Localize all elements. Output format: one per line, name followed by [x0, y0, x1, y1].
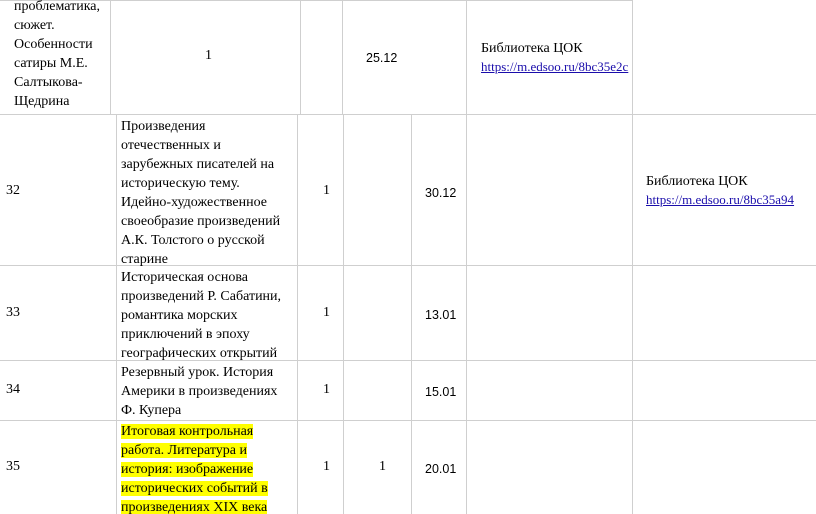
- lesson-hours: 1: [205, 48, 212, 63]
- resource-cell: [646, 173, 794, 210]
- column-border: [466, 114, 467, 514]
- lesson-hours: 1: [323, 459, 330, 474]
- lesson-number: 34: [6, 382, 20, 397]
- resource-label: Библиотека ЦОК: [481, 41, 583, 56]
- lesson-date: 20.01: [425, 462, 457, 476]
- lesson-date: 13.01: [425, 308, 457, 322]
- resource-label: Библиотека ЦОК: [646, 174, 748, 189]
- lesson-date: 30.12: [425, 186, 457, 200]
- column-border: [110, 0, 111, 114]
- lesson-date: 15.01: [425, 385, 457, 399]
- column-border: [632, 0, 633, 114]
- resource-link[interactable]: https://m.edsoo.ru/8bc35e2c: [481, 59, 629, 74]
- lesson-topic-highlighted: Итоговая контрольная работа. Литература и история: изображение исторических событий в произведениях XIX века: [121, 424, 268, 514]
- lesson-number: 32: [6, 183, 20, 198]
- row-border: [0, 420, 816, 421]
- column-border: [116, 114, 117, 514]
- lesson-hours: 1: [323, 305, 330, 320]
- row-border: [0, 114, 816, 115]
- lesson-hours: 1: [323, 183, 330, 198]
- lesson-number: 33: [6, 305, 20, 320]
- column-border: [343, 114, 344, 514]
- column-border: [300, 0, 301, 114]
- resource-link[interactable]: https://m.edsoo.ru/8bc35a94: [646, 192, 795, 207]
- lesson-topic: Произведения отечественных и зарубежных писателей на историческую тему. Идейно-художественное своеобразие произведений А.К. Толстого о русской старине: [121, 119, 281, 267]
- column-border: [632, 114, 633, 514]
- lesson-topic: Резервный урок. История Америки в произведениях Ф. Купера: [121, 365, 278, 418]
- lesson-topic: Историческая основа произведений Р. Сабатини, романтика морских приключений в эпоху географических открытий: [121, 270, 282, 361]
- column-border: [342, 0, 343, 114]
- column-border: [466, 0, 467, 114]
- control-work-hours: 1: [379, 459, 386, 474]
- resource-cell: [481, 40, 628, 77]
- column-border: [297, 114, 298, 514]
- lesson-number: 35: [6, 459, 20, 474]
- lesson-topic: проблематика, сюжет. Особенности сатиры М.Е. Салтыкова- Щедрина: [14, 0, 100, 109]
- lesson-hours: 1: [323, 382, 330, 397]
- lesson-date: 25.12: [366, 51, 398, 65]
- column-border: [411, 114, 412, 514]
